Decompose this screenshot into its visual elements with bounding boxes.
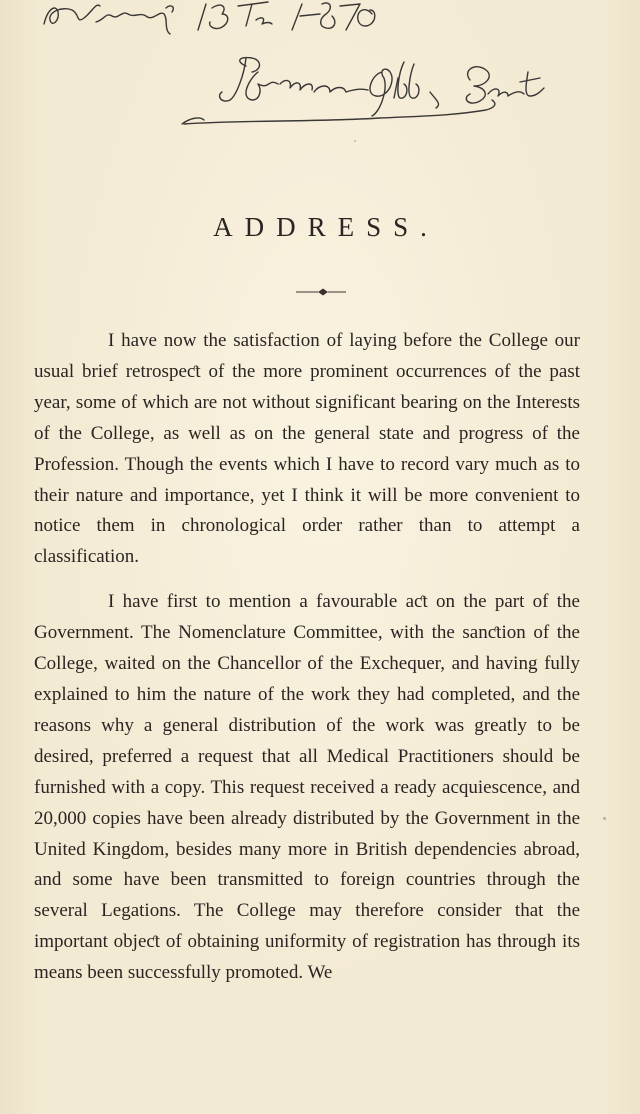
rule-with-diamond-ornament	[0, 285, 640, 299]
paper-speck	[603, 817, 606, 820]
heading-ornament	[0, 285, 640, 299]
paragraph: I have first to mention a favourable aƈt on the part of the Government. The Nomenclature Committee, with the sanƈtion of the College, waited on the Chancellor of the Exchequer, and having fully explained to him the nature of the work they had completed, and the reasons why a general distribution of the work was greatly to be desired, preferred a request that all Medical Practitioners should be furnished with a copy. This request received a ready acquiescence, and 20,000 copies have been already distributed by the Government in the United Kingdom, besides many more in British dependencies abroad, and some have been transmitted to foreign countries through the several Legations. The College may therefore consider that the important objeƈt of obtaining uniformity of registration has through its means been successfully promoted. We	[34, 591, 580, 984]
handwritten-inscription-graphic	[0, 0, 640, 150]
paragraph: I have now the satisfaction of laying before the College our usual brief retrospeƈt of the more prominent occurrences of the past year, some of which are not without significant bearing on the Interests of the College, as well as on the general state and progress of the Profession. Though the events which I have to record vary much as to their nature and importance, yet I think it will be more convenient to notice them in chronological order rather than to attempt a classification.	[34, 330, 580, 568]
handwritten-annotation	[0, 0, 640, 150]
page-heading: ADDRESS.	[213, 212, 439, 242]
address-body	[34, 326, 580, 989]
paper-speck	[354, 140, 356, 142]
